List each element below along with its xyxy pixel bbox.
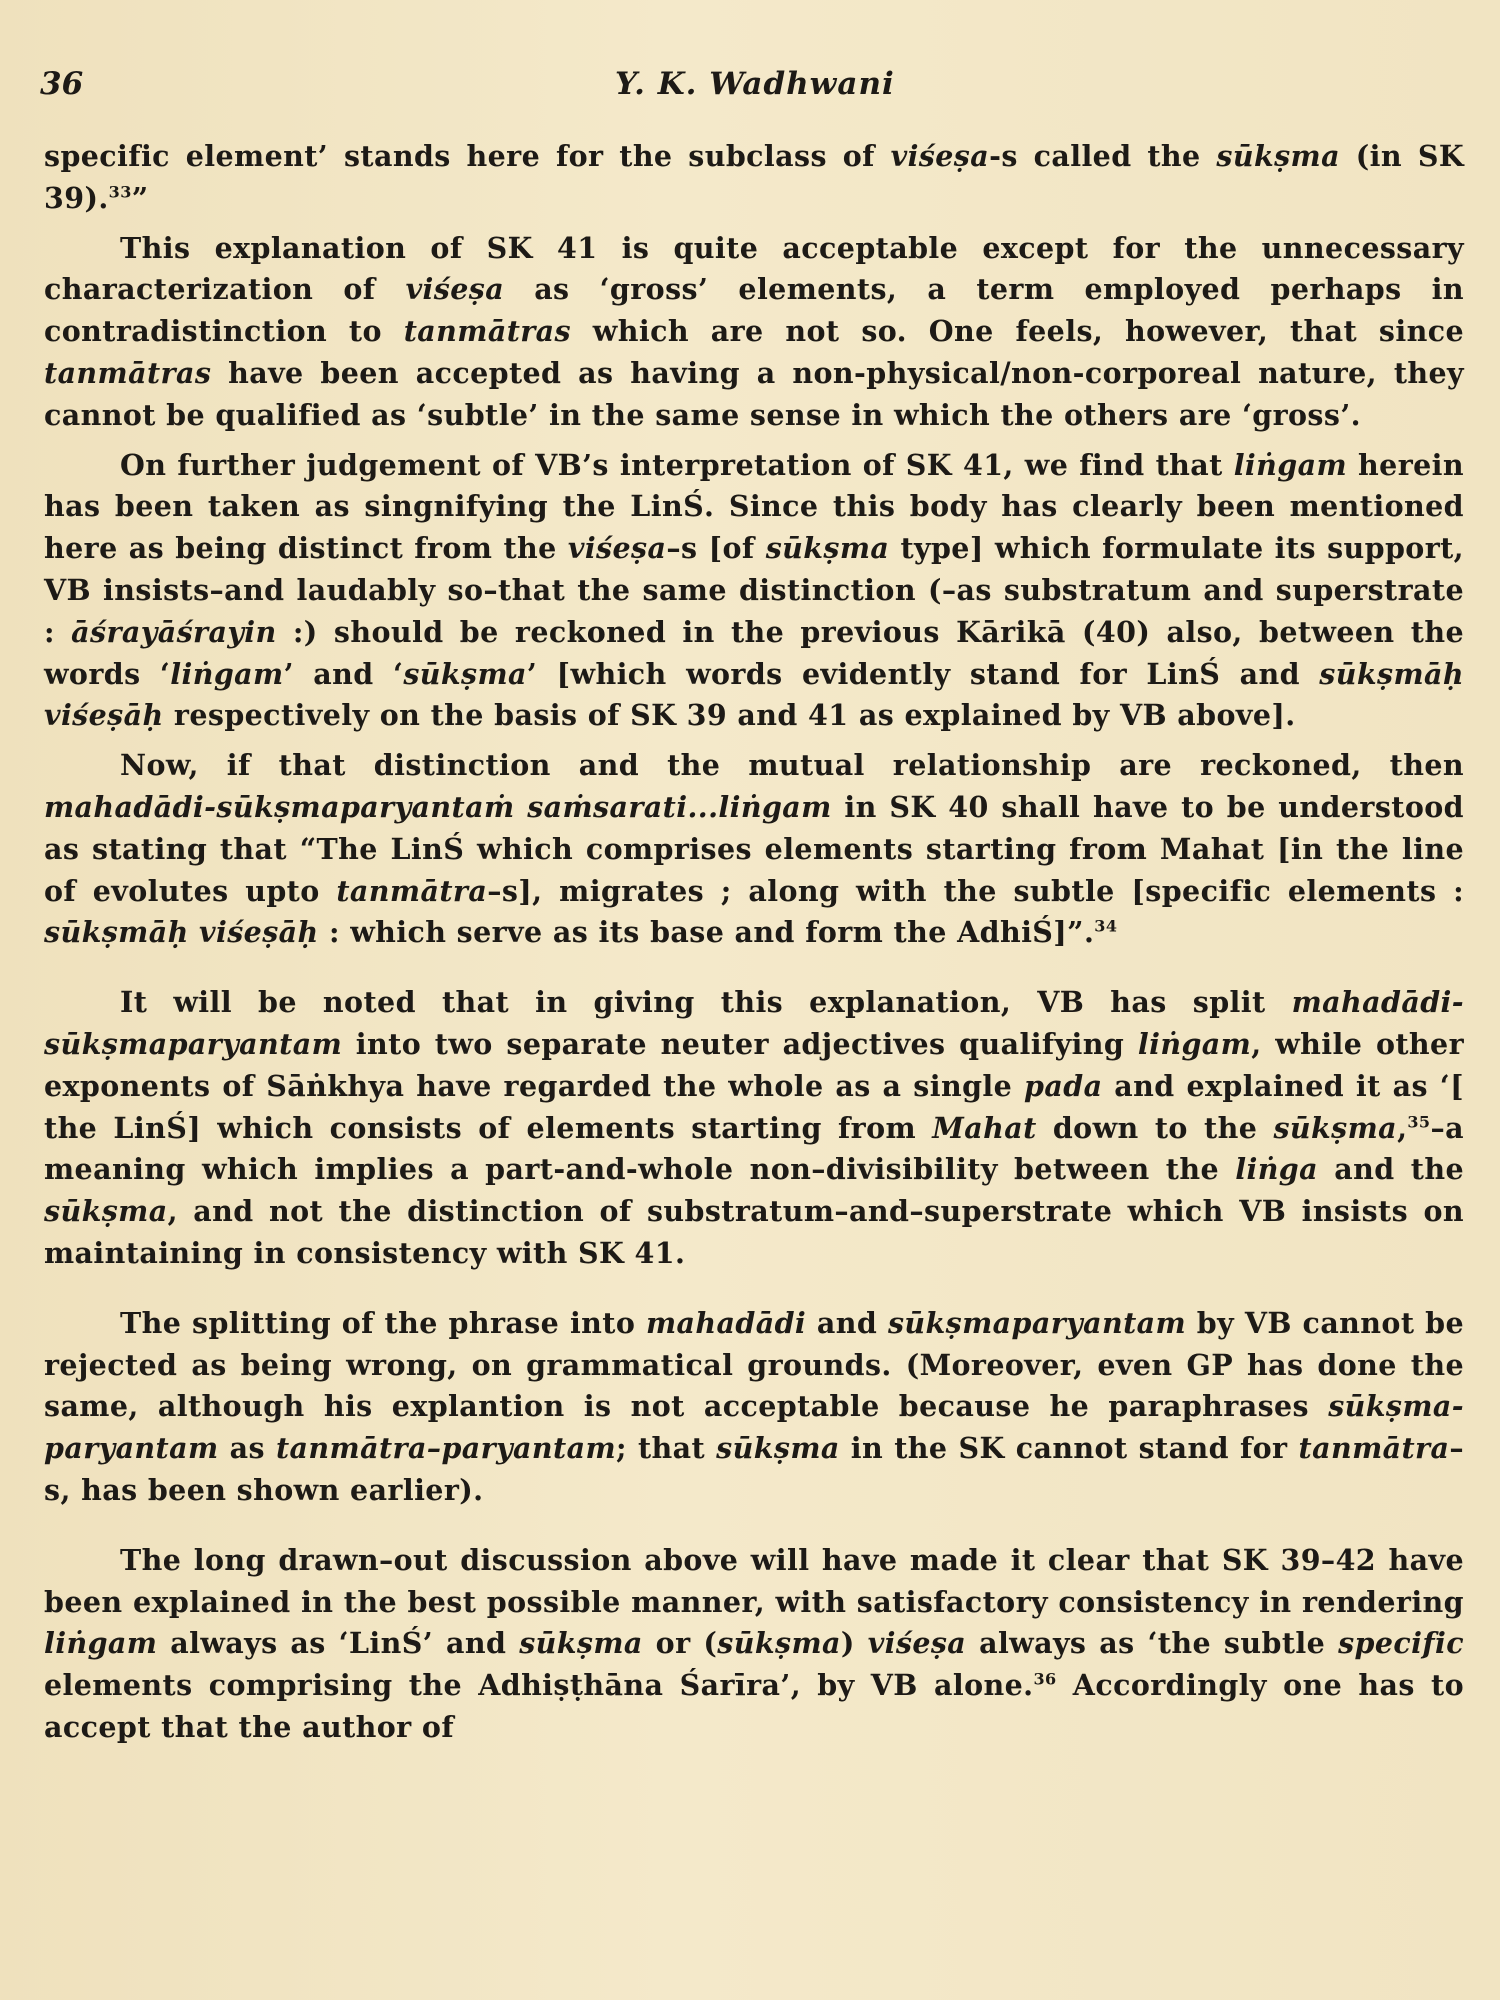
text-run: :) should be reckoned in the previous Kārikā (40) also, between the words ‘ [44,614,1464,691]
running-head: Y. K. Wadhwani [615,66,895,102]
italic-term: liṅgam [44,1626,158,1661]
text-run: and the [1318,1152,1464,1187]
paragraph-gap [44,1520,1464,1540]
italic-term: tanmātras [44,355,212,390]
italic-term: liṅgam [170,656,284,691]
italic-term: mahadādi-sūkṣmaparyantaṁ saṁsarati...liṅgam [44,789,832,824]
italic-term: Mahat [932,1110,1037,1145]
paragraph-gap [44,1283,1464,1303]
text-run: herein has been taken as singnifying the LinŚ. Since this body has clearly been mentioned here as being distinct from the [44,447,1464,566]
italic-term: āśrayāśrayin [71,614,277,649]
italic-term: sūkṣmāḥ viśeṣāḥ [44,656,1464,733]
text-run: and [806,1305,888,1340]
text-run: , [1397,1110,1408,1145]
text-run: –a meaning which implies a part-and-whole non–divisibility between the [44,1110,1464,1187]
text-run: by VB cannot be rejected as being wrong, on grammatical grounds. (Moreover, even GP has done the same, although his explantion is not acceptable because he paraphrases [44,1305,1464,1424]
text-run: –s], migrates ; along with the subtle [specific elements : [487,873,1465,908]
italic-term: sūkṣma [1216,139,1340,173]
italic-term: sūkṣmaparyantam [887,1305,1187,1340]
italic-term: sūkṣma [519,1626,643,1661]
text-run: type] which formulate its support, VB insists–and laudably so–that the same distinction (–as substratum and superstrate : [44,531,1465,649]
italic-term: liṅga [1235,1152,1319,1187]
footnote-marker: 35 [1407,1112,1431,1132]
italic-term: tanmātra [336,873,488,908]
italic-term: viśeṣa [567,531,667,566]
text-run: which are not so. One feels, however, that since [571,314,1464,349]
italic-term: sūkṣma [717,1626,841,1661]
italic-term: liṅgam [1233,447,1348,482]
paragraph-7 [44,1540,1464,1749]
italic-term: liṅgam [1137,1026,1252,1061]
text-run: always as ‘LinŚ’ and [157,1626,520,1661]
italic-term: sūkṣma [1273,1110,1398,1145]
text-run: The long drawn–out discussion above will have made it clear that SK 39–42 have been explained in the best possible manner, with satisfactory consistency in rendering [44,1542,1464,1619]
text-run: into two separate neuter adjectives qualifying [342,1026,1138,1061]
text-run: –s, has been shown earlier). [44,1431,1464,1507]
footnote-marker: 36 [1033,1669,1057,1689]
italic-term: pada [1024,1068,1103,1103]
body-text [44,136,1464,1757]
text-run: , while other exponents of Sāṅkhya have regarded the whole as a single [44,1026,1464,1103]
text-run: and explained it as ‘[ the LinŚ] which consists of elements starting from [44,1068,1464,1145]
text-run: in the SK cannot stand for [839,1431,1299,1466]
italic-term: viśeṣa [867,1626,967,1661]
italic-term: tanmātra–paryantam [275,1431,616,1466]
text-run: as ‘gross’ elements, a term employed perhaps in contradistinction to [44,272,1464,349]
text-run: Now, if that distinction and the mutual relationship are reckoned, then [120,748,1464,783]
text-run: : which serve as its base and form the AdhiŚ]”. [318,915,1095,950]
text-run: down to the [1036,1110,1274,1145]
italic-term: mahadādi-sūkṣmaparyantam [44,985,1464,1061]
paragraph-4 [44,745,1464,954]
text-run: ) [840,1626,868,1661]
italic-term: specific [1338,1626,1464,1661]
italic-term: sūkṣma [403,656,527,691]
page-header [40,62,1460,122]
page-number: 36 [40,66,84,102]
italic-term: tanmātra [1298,1431,1450,1466]
paragraph-2 [44,228,1464,437]
text-run: always as ‘the subtle [966,1626,1339,1661]
text-run: , and not the distinction of substratum–and–superstrate which VB insists on maintaining in consistency with SK 41. [44,1194,1464,1270]
text-run: as [218,1431,276,1466]
text-run: or ( [642,1626,718,1661]
italic-term: sūkṣmāḥ viśeṣāḥ [44,915,319,950]
italic-term: viśeṣa [405,272,505,307]
text-run: The splitting of the phrase into [120,1305,646,1340]
text-run: This explanation of SK 41 is quite acceptable except for the unnecessary characterization of [44,230,1464,307]
footnote-marker: 34 [1094,916,1118,936]
paragraph-3 [44,445,1464,738]
text-run: have been accepted as having a non-physical/non-corporeal nature, they cannot be qualified as ‘subtle’ in the same sense in which the others are ‘gross’. [44,355,1464,432]
paragraph-5 [44,982,1464,1275]
text-run: On further judgement of VB’s interpretation of SK 41, we find that [120,447,1234,482]
text-run: ’ [which words evidently stand for LinŚ and [526,656,1320,691]
italic-term: sūkṣma [716,1431,840,1466]
text-run: (in SK 39). [44,139,1465,215]
paragraph-gap [44,962,1464,982]
italic-term: sūkṣma-paryantam [44,1389,1464,1466]
italic-term: viśeṣa [890,139,990,173]
italic-term: mahadādi [646,1305,807,1340]
italic-term: tanmātras [403,314,571,349]
italic-term: sūkṣma [765,531,890,566]
text-run: respectively on the basis of SK 39 and 41 as explained by VB above]. [163,698,1296,733]
text-run: ’ and ‘ [283,656,404,691]
paragraph-6 [44,1303,1464,1512]
text-run: ; that [616,1431,717,1466]
text-run: ” [131,180,149,215]
text-run: in SK 40 shall have to be understood as stating that “The LinŚ which comprises elements starting from Mahat [in the line of evolutes upto [44,789,1464,908]
text-run: It will be noted that in giving this explanation, VB has split [120,985,1292,1020]
text-run: specific element’ stands here for the subclass of [44,139,891,173]
paragraph-1 [44,136,1464,220]
italic-term: sūkṣma [44,1194,168,1229]
text-run: –s [of [666,531,766,566]
footnote-marker: 33 [108,182,132,202]
text-run: -s called the [989,139,1217,173]
text-run: elements comprising the Adhiṣṭhāna Śarīra’, by VB alone. [44,1668,1034,1703]
text-run: Accordingly one has to accept that the author of [44,1668,1464,1744]
